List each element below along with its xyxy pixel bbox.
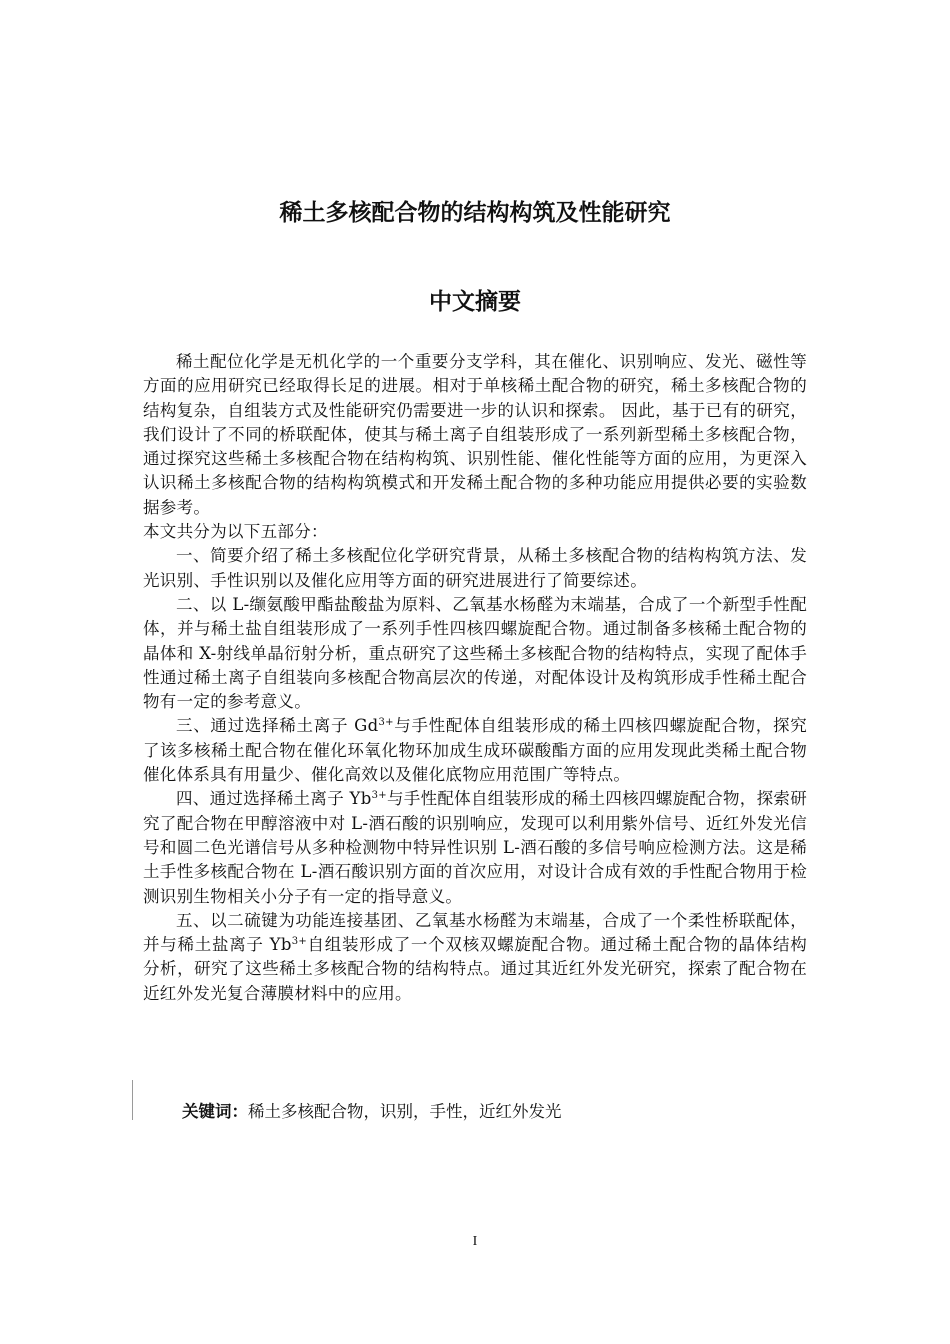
keywords-line <box>182 1098 562 1122</box>
text-run: 五、以二硫键为功能连接基团、乙氧基水杨醛为末端基，合成了一个柔性桥联配体，并与稀土盐离子 Yb <box>143 910 807 955</box>
text-run: 自组装形成了一个双核双螺旋配合物。通过稀土配合物的晶体结构分析，研究了这些稀土多核配合物的结构特点。通过其近红外发光研究，探索了配合物在近红外发光复合薄膜材料中的应用。 <box>143 935 807 1003</box>
abstract-paragraph <box>143 787 807 908</box>
keywords-text: 稀土多核配合物，识别，手性，近红外发光 <box>248 1102 562 1121</box>
abstract-paragraph: 本文共分为以下五部分： <box>143 522 328 542</box>
abstract-paragraph <box>143 909 807 1006</box>
text-run: 与手性配体自组装形成的稀土四核四螺旋配合物，探索研究了配合物在甲醇溶液中对 L-酒石酸的识别响应，发现可以利用紫外信号、近红外发光信号和圆二色光谱信号从多种检测物中特异性识别 L-酒石酸的多信号响应检测方法。这是稀土手性多核配合物在 L-酒石酸识别方面的首次应用，对设计合成有效的手性配合物用于检测识别生物相关小分子有一定的指导意义。 <box>143 789 808 906</box>
superscript: 3+ <box>378 717 394 729</box>
text-run: 三、通过选择稀土离子 Gd <box>176 716 379 736</box>
margin-change-bar <box>132 1080 133 1120</box>
abstract-paragraph: 二、以 L-缬氨酸甲酯盐酸盐为原料、乙氧基水杨醛为末端基，合成了一个新型手性配体，并与稀土盐自组装形成了一系列手性四核四螺旋配合物。通过制备多核稀土配合物的晶体和 X-射线单晶衍射分析，重点研究了这些稀土多核配合物的结构特点，实现了配体手性通过稀土离子自组装向多核配合物高层次的传递，对配体设计及构筑形成手性稀土配合物有一定的参考意义。 <box>143 594 807 712</box>
text-run: 四、通过选择稀土离子 Yb <box>176 789 372 809</box>
text-run: 与手性配体自组装形成的稀土四核四螺旋配合物，探究了该多核稀土配合物在催化环氧化物环加成生成环碳酸酯方面的应用发现此类稀土配合物催化体系具有用量少、催化高效以及催化底物应用范围广等特点。 <box>143 716 807 785</box>
page-number: I <box>472 1234 478 1249</box>
document-title: 稀土多核配合物的结构构筑及性能研究 <box>279 200 671 226</box>
superscript: 3+ <box>291 936 308 948</box>
abstract-paragraph: 一、简要介绍了稀土多核配位化学研究背景，从稀土多核配合物的结构构筑方法、发光识别、手性识别以及催化应用等方面的研究进展进行了简要综述。 <box>143 546 807 590</box>
abstract-body <box>143 350 807 1006</box>
abstract-heading: 中文摘要 <box>429 289 521 315</box>
abstract-paragraph: 稀土配位化学是无机化学的一个重要分支学科，其在催化、识别响应、发光、磁性等方面的应用研究已经取得长足的进展。相对于单核稀土配合物的研究，稀土多核配合物的结构复杂，自组装方式及性能研究仍需要进一步的认识和探索。 因此，基于已有的研究，我们设计了不同的桥联配体，使其与稀土离子自组装形成了一系列新型稀土多核配合物，通过探究这些稀土多核配合物在结构构筑、识别性能、催化性能等方面的应用，为更深入认识稀土多核配合物的结构构筑模式和开发稀土配合物的多种功能应用提供必要的实验数据参考。 <box>143 352 807 517</box>
abstract-paragraph <box>143 714 807 787</box>
keywords-label: 关键词： <box>182 1102 248 1121</box>
superscript: 3+ <box>371 790 387 802</box>
